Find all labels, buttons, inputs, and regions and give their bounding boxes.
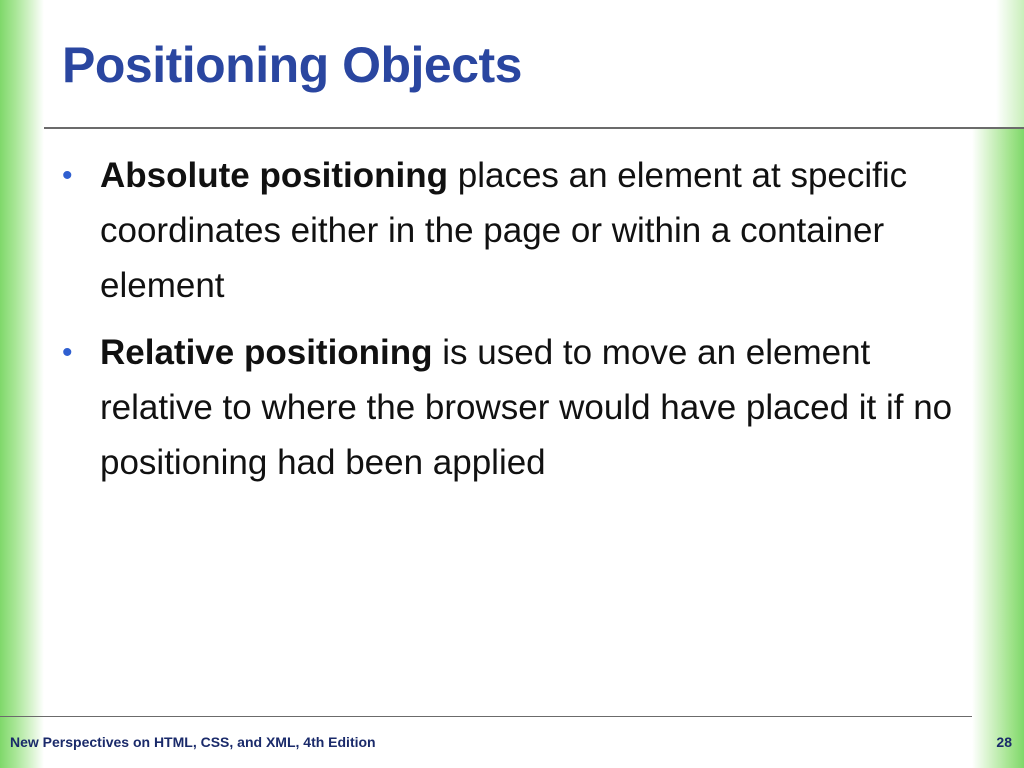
slide-title: Positioning Objects — [62, 37, 522, 93]
bullet-term: Absolute positioning — [100, 156, 449, 195]
bullet-icon: • — [62, 159, 73, 192]
bullet-icon: • — [62, 336, 73, 369]
footer-divider — [0, 716, 972, 717]
slide-content — [62, 148, 962, 502]
page-number: 28 — [996, 734, 1012, 750]
right-accent-bar — [972, 128, 1024, 768]
left-accent-bar — [0, 0, 44, 768]
bullet-relative-positioning — [62, 325, 962, 490]
bullet-term: Relative positioning — [100, 333, 433, 372]
bullet-absolute-positioning — [62, 148, 962, 313]
right-accent-bar-top — [996, 0, 1024, 128]
title-divider — [44, 127, 1024, 129]
bullet-text: places an element at specific coordinates either in the page or within a container element — [100, 156, 908, 305]
bullet-text: is used to move an element relative to where the browser would have placed it if no positioning had been applied — [100, 333, 953, 482]
footer-text: New Perspectives on HTML, CSS, and XML, 4th Edition — [10, 734, 376, 750]
